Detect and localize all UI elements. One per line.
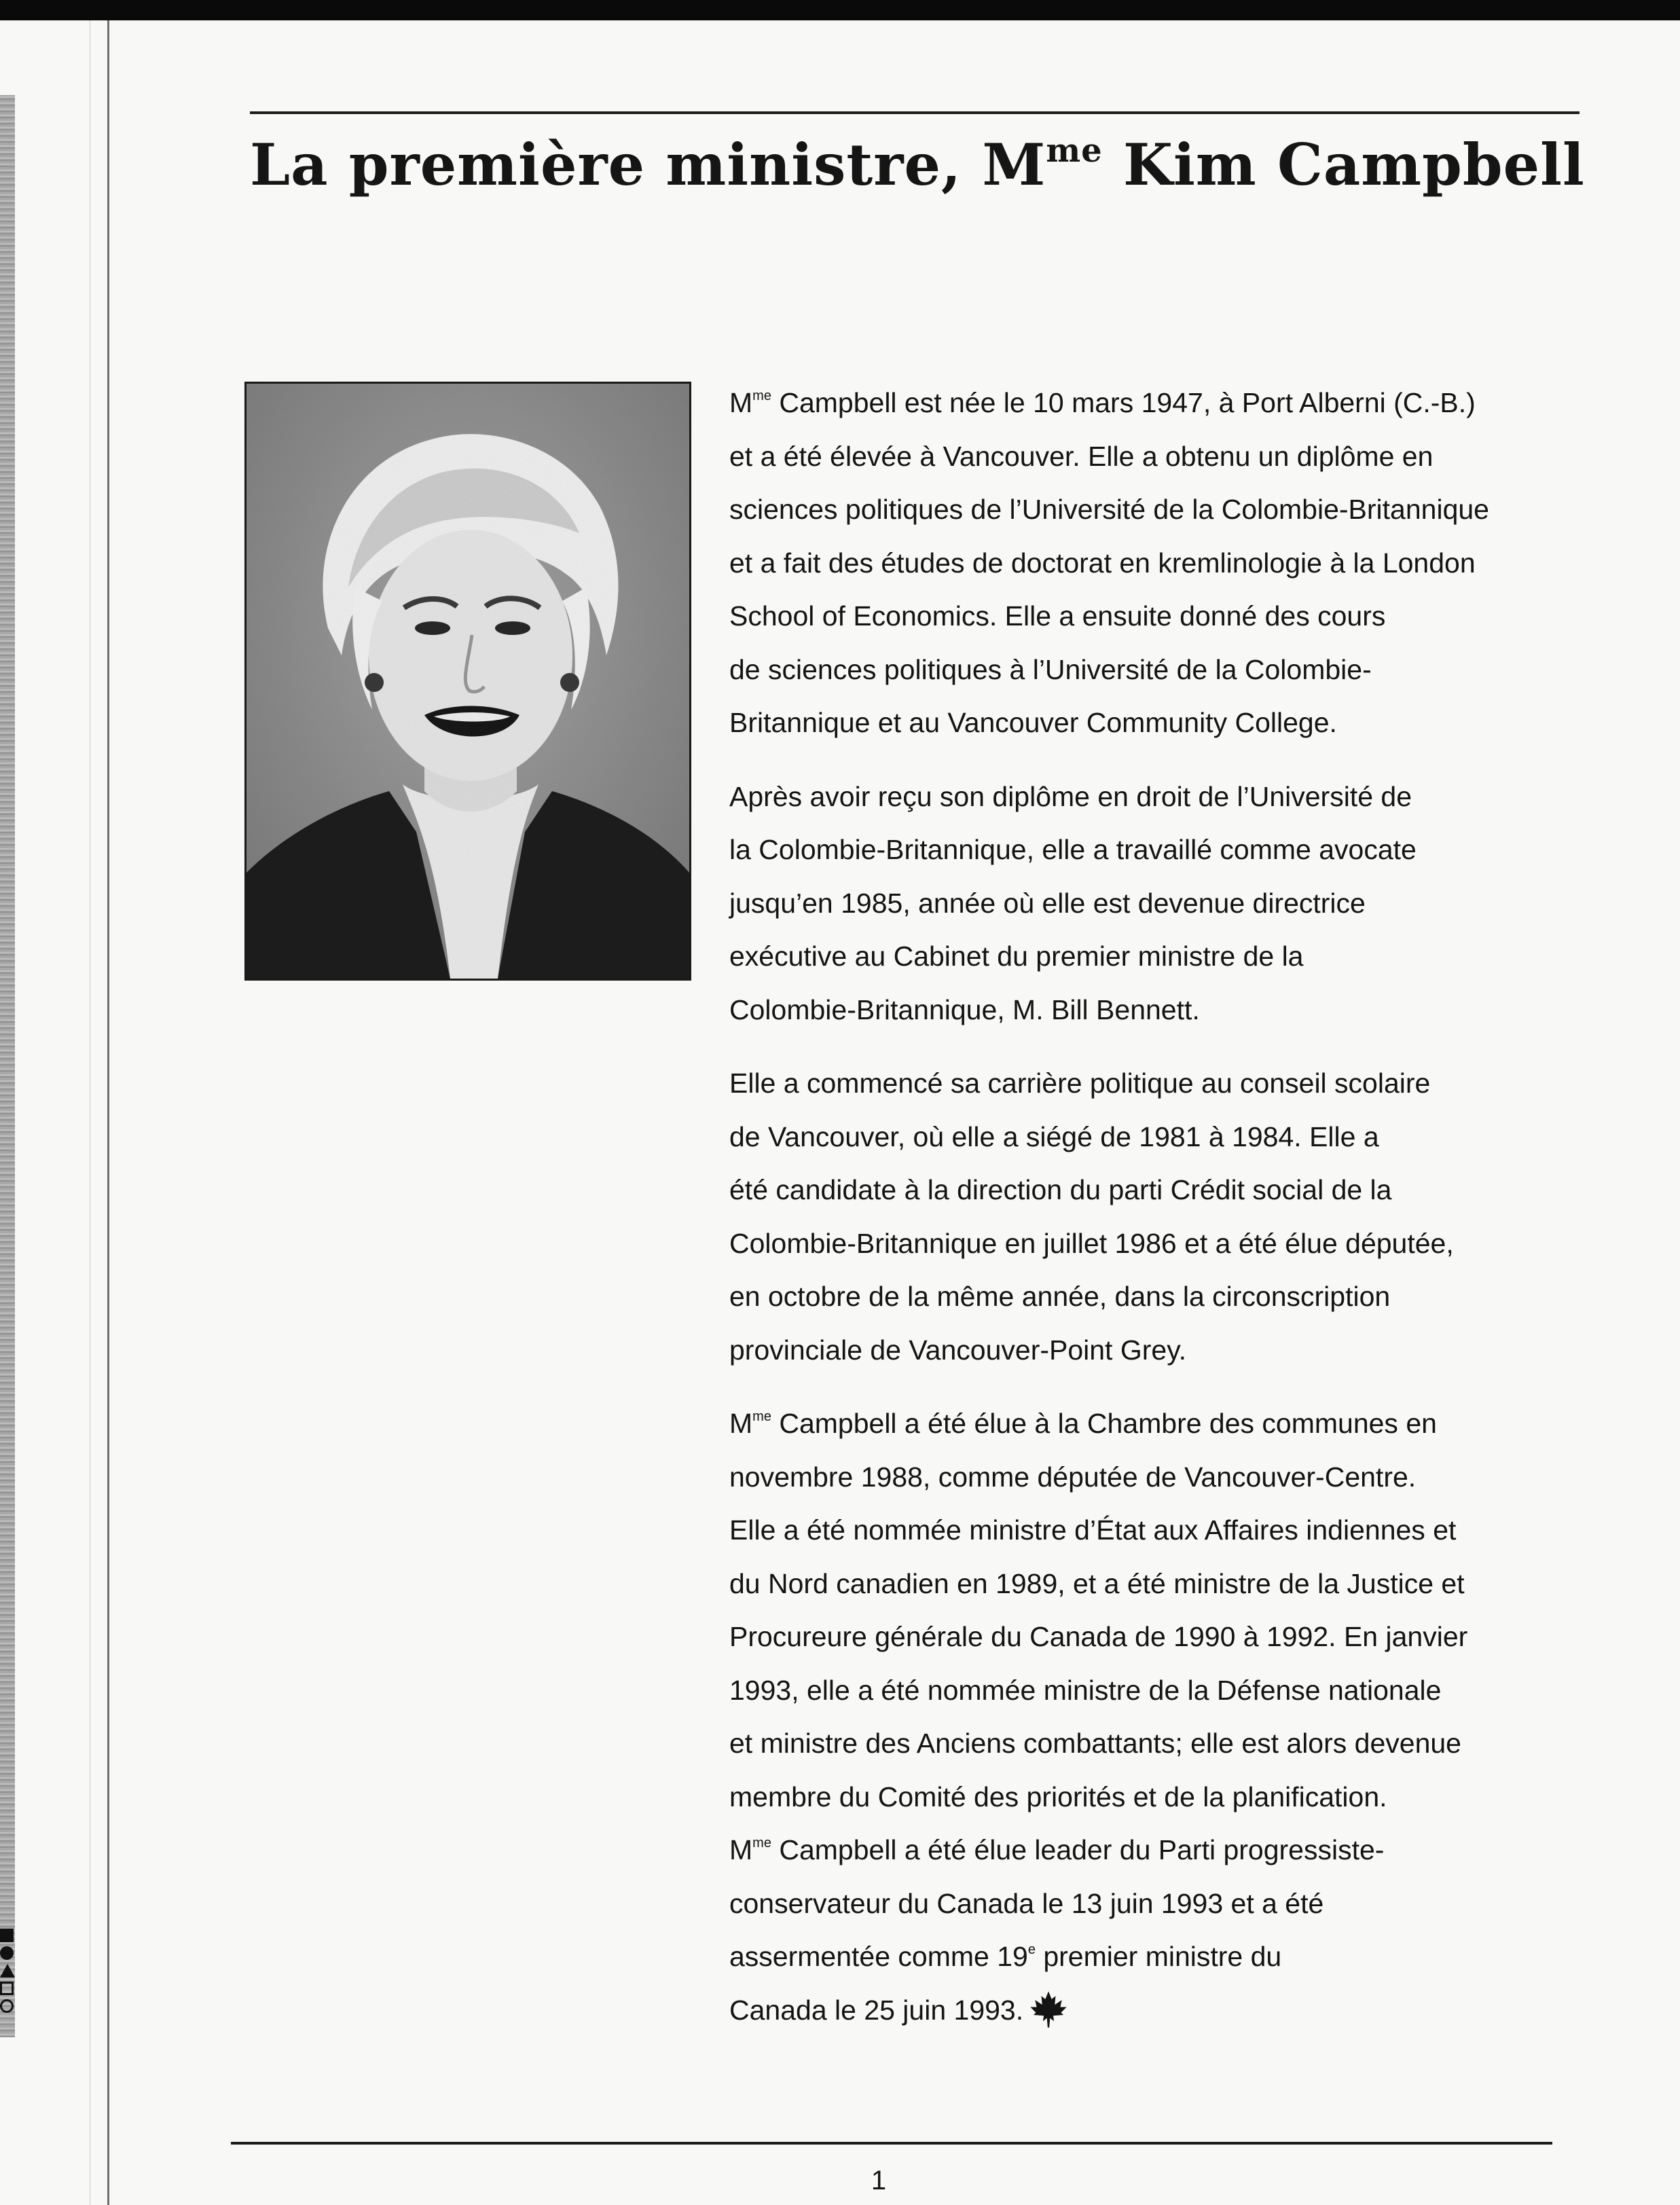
text-line: et ministre des Anciens combattants; elle est alors devenue [729,1728,1461,1759]
text-line: exécutive au Cabinet du premier ministre de la [729,941,1304,972]
text-line: 1993, elle a été nommée ministre de la Défense nationale [729,1674,1442,1706]
line-prefix: M [729,387,753,418]
text-line [729,1397,1585,1451]
line-prefix: M [729,1834,753,1865]
text-line: et a été élevée à Vancouver. Elle a obtenu un diplôme en [729,440,1434,472]
title-superscript: me [1046,132,1103,170]
paragraph-1 [729,376,1585,750]
scan-top-edge [0,0,1680,20]
line-text: premier ministre du [1035,1941,1282,1972]
square-mark-icon [0,1929,14,1942]
text-line: la Colombie-Britannique, elle a travaillé comme avocate [729,834,1417,865]
page-title [250,128,1585,202]
text-line: de Vancouver, où elle a siégé de 1981 à 1984. Elle a [729,1120,1379,1152]
line-text: Canada le 25 juin 1993. [729,1994,1024,2026]
triangle-mark-icon [0,1964,15,1978]
text-line: Colombie-Britannique, M. Bill Bennett. [729,994,1200,1025]
line-text: Campbell a été élue à la Chambre des communes en [771,1408,1437,1439]
text-line [729,1984,1585,2037]
registration-marks [0,1929,18,2017]
bottom-rule [231,2142,1552,2145]
page-number: 1 [871,2166,887,2195]
outline-square-mark-icon [0,1982,14,1995]
text-line: Elle a été nommée ministre d’État aux Affaires indiennes et [729,1514,1457,1546]
text-line: Procureure générale du Canada de 1990 à 1992. En janvier [729,1621,1468,1652]
paragraph-4 [729,1397,1585,2037]
text-line: et a fait des études de doctorat en kremlinologie à la London [729,547,1476,579]
text-line: sciences politiques de l’Université de la Colombie-Britannique [729,494,1489,525]
line-superscript: me [752,1409,771,1424]
text-line: Après avoir reçu son diplôme en droit de l’Université de [729,780,1412,812]
text-line [729,376,1585,430]
text-line: jusqu’en 1985, année où elle est devenue directrice [729,887,1366,919]
text-line [729,1823,1585,1877]
text-line: de sciences politiques à l’Université de la Colombie- [729,653,1372,685]
body-text [729,376,1585,2057]
line-superscript: me [752,1836,771,1851]
text-line: School of Economics. Elle a ensuite donné des cours [729,600,1386,632]
text-line: été candidate à la direction du parti Crédit social de la [729,1174,1392,1205]
title-part-2: Kim Campbell [1102,131,1585,198]
circle-mark-icon [0,1946,14,1960]
outline-circle-mark-icon [0,1999,14,2013]
text-line [729,1930,1585,1984]
portrait-photo [244,382,691,981]
line-text: Campbell a été élue leader du Parti progressiste- [771,1834,1385,1865]
line-superscript: me [752,388,771,403]
title-part-1: La première ministre, M [250,131,1046,198]
line-superscript: e [1027,1942,1036,1957]
text-line: Colombie-Britannique en juillet 1986 et a été élue députée, [729,1227,1454,1259]
top-rule [250,111,1579,114]
line-prefix: assermentée comme 19 [729,1941,1028,1972]
text-line: Britannique et au Vancouver Community College. [729,707,1337,738]
text-line: en octobre de la même année, dans la circonscription [729,1281,1391,1312]
text-line: du Nord canadien en 1989, et a été ministre de la Justice et [729,1567,1465,1599]
text-line: novembre 1988, comme députée de Vancouver-Centre. [729,1461,1417,1493]
paragraph-3 [729,1057,1585,1377]
scan-left-edge [0,95,15,2037]
line-prefix: M [729,1408,753,1439]
line-text: Campbell est née le 10 mars 1947, à Port Alberni (C.-B.) [771,387,1476,418]
text-line: membre du Comité des priorités et de la planification. [729,1781,1387,1812]
text-line: provinciale de Vancouver-Point Grey. [729,1334,1187,1366]
binder-fold-line [107,20,109,2205]
maple-leaf-icon [1029,1990,1068,2029]
paragraph-2 [729,770,1585,1037]
text-line: conservateur du Canada le 13 juin 1993 et a été [729,1887,1324,1919]
text-line: Elle a commencé sa carrière politique au conseil scolaire [729,1068,1431,1099]
